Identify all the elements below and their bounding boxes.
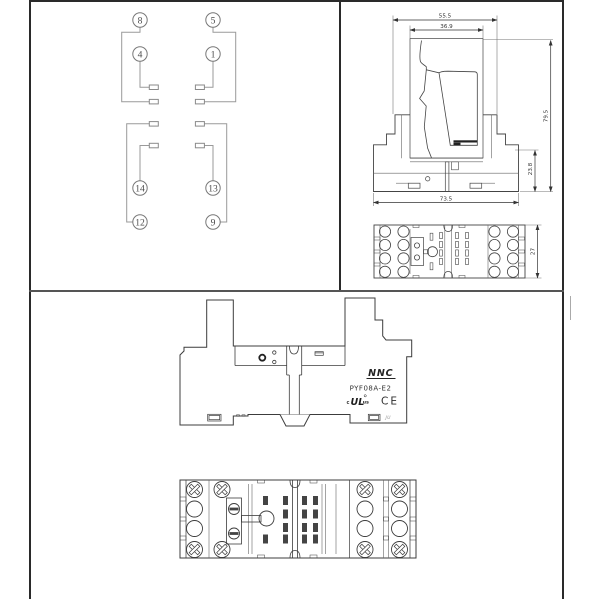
relay-connector-bar (454, 140, 478, 142)
coil-bracket (411, 238, 424, 266)
relay-release-lever (420, 41, 439, 158)
mounting-hole-ring (259, 355, 265, 361)
dim-top-width: 55.5 (438, 13, 452, 20)
ul-logo: UL (350, 397, 365, 408)
pilot-hole-2 (273, 360, 276, 363)
screw-icon (186, 481, 203, 498)
center-hole-top (428, 247, 438, 257)
terminal-label-4: 4 (137, 49, 143, 61)
bottom-view-outline (180, 480, 416, 558)
screw-hole-side (426, 177, 430, 181)
bottom-edge-ticks (180, 497, 416, 540)
center-pin (445, 162, 449, 192)
dim-depth: 27 (530, 247, 537, 256)
model-number: PYF08A-E2 (349, 384, 392, 393)
latch-block (452, 162, 459, 170)
tag-slot (315, 352, 323, 356)
front-view-outline (180, 298, 412, 426)
brand-logo: NNC (368, 368, 394, 379)
screw-icon (391, 541, 408, 558)
relay-body (439, 71, 477, 145)
ul-prefix: c (346, 400, 350, 406)
front-view-markings (347, 368, 399, 421)
top-view-terminals (379, 226, 518, 277)
pilot-hole-1 (273, 351, 276, 354)
dim-socket-height: 23.8 (527, 162, 534, 176)
terminal-circles (133, 13, 220, 229)
din-foot-right (470, 183, 482, 188)
dimension-lines (374, 20, 551, 278)
terminal-label-5: 5 (210, 15, 216, 27)
terminal-label-1: 1 (210, 49, 216, 61)
registered-icon (364, 395, 366, 397)
screw-icon (186, 541, 203, 558)
ul-certification-mark (347, 395, 370, 408)
socket-outline (374, 115, 519, 192)
contact-slots-bottom (263, 496, 318, 544)
ul-suffix: us (362, 400, 369, 406)
notch-bottom (444, 272, 453, 279)
din-foot-left (408, 183, 420, 188)
stray-mark (570, 296, 571, 320)
ce-mark: CE (381, 395, 399, 408)
relay-connector-block (454, 143, 461, 146)
screw-icon (357, 541, 374, 558)
terminal-label-13: 13 (208, 183, 218, 195)
relay-envelope (410, 39, 483, 159)
edge-tabs-top (413, 225, 465, 278)
dim-base-width: 73.5 (439, 196, 453, 203)
terminal-labels (135, 15, 218, 228)
phillips-screws (186, 481, 408, 558)
center-channel (287, 346, 302, 415)
contact-slots-top (430, 232, 468, 269)
wiring-diagram-panel (30, 0, 340, 291)
notch-top (444, 225, 453, 232)
screw-icon (214, 541, 231, 558)
terminal-label-8: 8 (137, 15, 143, 27)
screw-icon (391, 481, 408, 498)
bottom-edge-tabs (258, 480, 318, 558)
coil-bracket-bottom (227, 498, 262, 544)
terminal-label-14: 14 (135, 183, 145, 195)
side-view-panel (340, 0, 563, 291)
extension-lines (374, 13, 554, 279)
center-rib (290, 480, 300, 558)
bottom-view-drawing (180, 480, 416, 558)
edge-ticks (374, 237, 525, 266)
terminal-holes (187, 501, 408, 537)
dim-total-height: 79.5 (543, 109, 550, 123)
clamp-window-left (208, 414, 221, 421)
clamp-window-right (368, 414, 380, 420)
contact-symbols (149, 85, 204, 148)
dim-relay-width: 36.9 (440, 24, 453, 31)
screw-icon (214, 481, 231, 498)
terminal-label-12: 12 (135, 217, 145, 229)
terminal-label-9: 9 (210, 217, 216, 229)
screw-icon (357, 481, 374, 498)
front-bottom-panel (30, 291, 563, 600)
top-view-outline (374, 225, 525, 278)
mold-mark: JU (385, 416, 392, 422)
top-view-drawing (374, 225, 525, 278)
front-view-drawing (180, 298, 412, 426)
